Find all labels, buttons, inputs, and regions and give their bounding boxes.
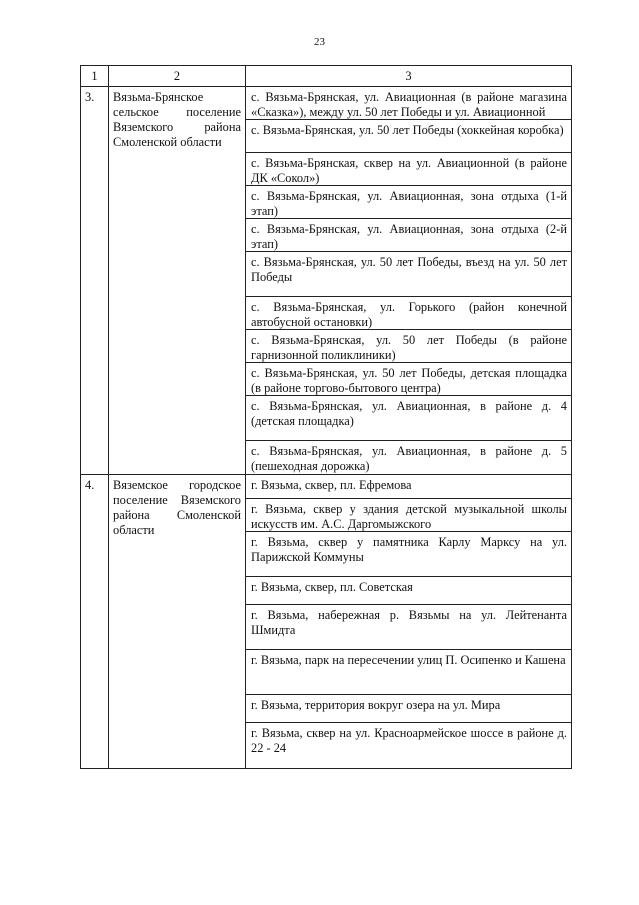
table-row	[81, 87, 572, 475]
settlement-name: Вязьма-Брянское сельское поселение Вяземского района Смоленской области	[109, 87, 246, 475]
location-item: г. Вязьма, сквер, пл. Ефремова	[246, 475, 571, 499]
location-item: с. Вязьма-Брянская, ул. Авиационная, в районе д. 5 (пешеходная дорожка)	[251, 444, 567, 473]
location-item: с. Вязьма-Брянская, ул. Авиационная, в районе д. 4 (детская площадка)	[246, 396, 571, 441]
location-item: г. Вязьма, набережная р. Вязьмы на ул. Лейтенанта Шмидта	[246, 605, 571, 650]
location-item: с. Вязьма-Брянская, ул. Авиационная, зона отдыха (1-й этап)	[246, 186, 571, 219]
location-item: с. Вязьма-Брянская, ул. Авиационная, зона отдыха (2-й этап)	[246, 219, 571, 252]
locations-cell	[246, 87, 572, 475]
location-item: с. Вязьма-Брянская, ул. 50 лет Победы, детская площадка (в районе торгово-бытового центра)	[246, 363, 571, 396]
location-item: с. Вязьма-Брянская, ул. Авиационная (в районе магазина «Сказка»), между ул. 50 лет Победы и ул. Авиационной	[246, 87, 571, 120]
table-header-row	[81, 66, 572, 87]
header-col-1: 1	[81, 66, 109, 87]
location-item: г. Вязьма, сквер у здания детской музыкальной школы искусств им. А.С. Даргомыжского	[246, 499, 571, 532]
header-col-3: 3	[246, 66, 572, 87]
row-number: 4.	[81, 475, 109, 769]
location-item: г. Вязьма, сквер у памятника Карлу Марксу на ул. Парижской Коммуны	[246, 532, 571, 577]
locations-cell	[246, 475, 572, 769]
settlement-name: Вяземское городское поселение Вяземского района Смоленской области	[109, 475, 246, 769]
page-number: 23	[314, 36, 325, 48]
location-item: г. Вязьма, сквер на ул. Красноармейское шоссе в районе д. 22 - 24	[251, 726, 567, 755]
location-item: г. Вязьма, парк на пересечении улиц П. Осипенко и Кашена	[246, 650, 571, 695]
location-item: с. Вязьма-Брянская, ул. 50 лет Победы, въезд на ул. 50 лет Победы	[246, 252, 571, 297]
location-item: г. Вязьма, территория вокруг озера на ул. Мира	[246, 695, 571, 723]
location-item: с. Вязьма-Брянская, ул. Горького (район конечной автобусной остановки)	[246, 297, 571, 330]
location-item: с. Вязьма-Брянская, сквер на ул. Авиационной (в районе ДК «Сокол»)	[246, 153, 571, 186]
header-col-2: 2	[109, 66, 246, 87]
location-item: с. Вязьма-Брянская, ул. 50 лет Победы (в районе гарнизонной поликлиники)	[246, 330, 571, 363]
locations-table	[80, 65, 572, 769]
row-number: 3.	[81, 87, 109, 475]
location-item: с. Вязьма-Брянская, ул. 50 лет Победы (хоккейная коробка)	[246, 120, 571, 153]
table-row	[81, 475, 572, 769]
location-item: г. Вязьма, сквер, пл. Советская	[246, 577, 571, 605]
